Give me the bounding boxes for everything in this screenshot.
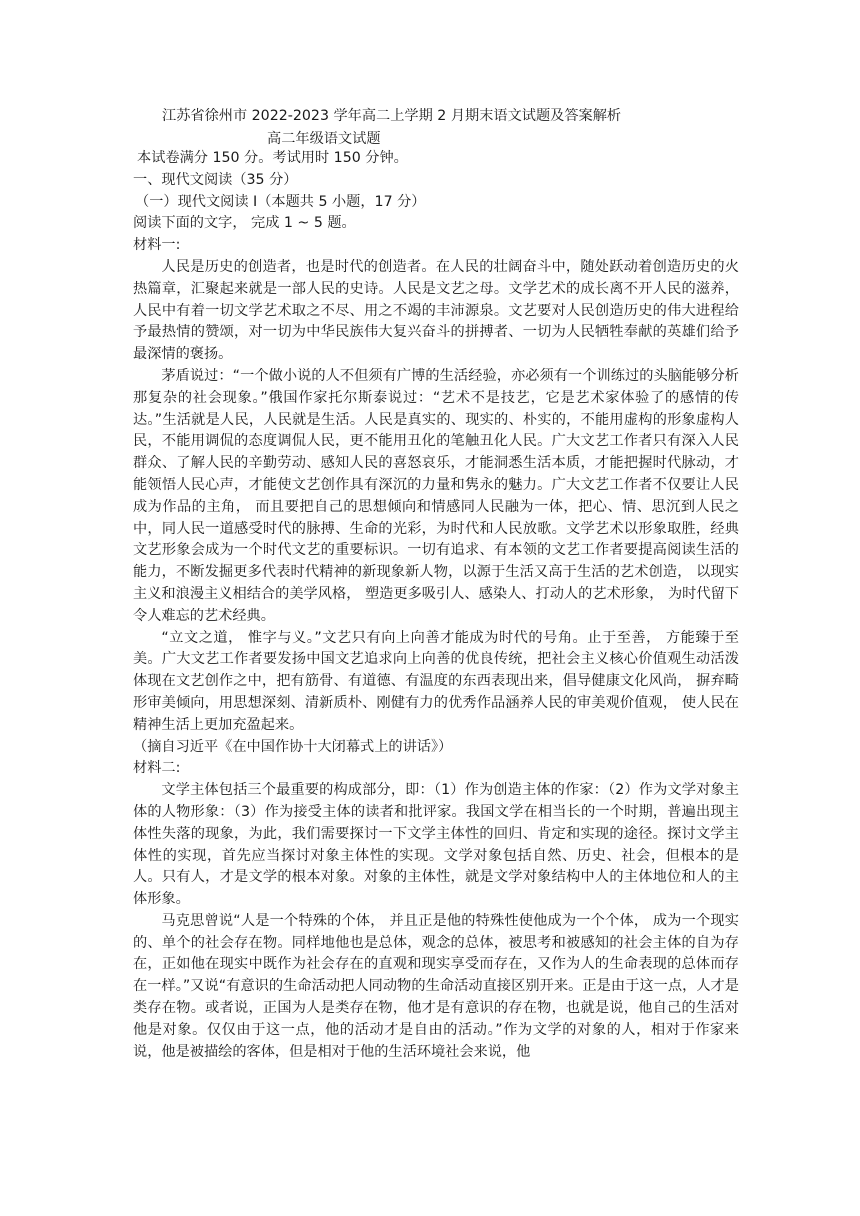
material-2-label: 材料二: <box>133 760 181 777</box>
material-2-paragraph: 文学主体包括三个最重要的构成部分，即：（1）作为创造主体的作家：（2）作为文学对象主体的人物形象：（3）作为接受主体的读者和批评家。我国文学在相当长的一个时期，普遍出现主体性失落的现象，为此，我们需要探讨一下文学主体性的回归、肯定和实现的途径。探讨文学主体性的实现，首先应当探讨对象主体性的实现。文学对象包括自然、历史、社会，但根本的是人。只有人，才是文学的根本对象。对象的主体性，就是文学对象结构中人的主体地位和人的主体形象。 <box>133 782 739 908</box>
subsection-heading: （一）现代文阅读 I（本题共 5 小题，17 分） <box>135 193 426 210</box>
material-1-label: 材料一: <box>133 237 181 254</box>
document-body <box>133 148 739 1063</box>
material-1-paragraph: 人民是历史的创造者，也是时代的创造者。在人民的壮阔奋斗中，随处跃动着创造历史的火热篇章，汇聚起来就是一部人民的史诗。人民是文艺之母。文学艺术的成长离不开人民的滋养，人民中有着一切文学艺术取之不尽、用之不竭的丰沛源泉。文艺要对人民创造历史的伟大进程给予最热情的赞颂，对一切为中华民族伟大复兴奋斗的拼搏者、一切为人民牺牲奉献的英雄们给予最深情的褒扬。 <box>133 258 739 363</box>
material-1-source: （摘自习近平《在中国作协十大闭幕式上的讲话》） <box>133 738 453 755</box>
reading-instruction: 阅读下面的文字， 完成 1 ~ 5 题。 <box>133 215 356 232</box>
exam-info: 本试卷满分 150 分。考试用时 150 分钟。 <box>137 150 408 166</box>
material-1-paragraph: “立文之道， 惟字与义。”文艺只有向上向善才能成为时代的号角。止于至善， 方能臻于至美。广大文艺工作者要发扬中国文艺追求向上向善的优良传统，把社会主义核心价值观生动活泼体现在文艺创作之中，把有筋骨、有道德、有温度的东西表现出来，倡导健康文化风尚， 摒弃畸形审美倾向，用思想深刻、清新质朴、刚健有力的优秀作品涵养人民的审美观价值观， 使人民在精神生活上更加充盈起来。 <box>133 629 739 733</box>
material-1-paragraph: 茅盾说过：“一个做小说的人不但须有广博的生活经验，亦必须有一个训练过的头脑能够分析那复杂的社会现象。”俄国作家托尔斯泰说过：“艺术不是技艺，它是艺术家体验了的感情的传达。”生活就是人民，人民就是生活。人民是真实的、现实的、朴实的，不能用虚构的形象虚构人民，不能用调侃的态度调侃人民，更不能用丑化的笔触丑化人民。广大文艺工作者只有深入人民群众、了解人民的辛勤劳动、感知人民的喜怒哀乐，才能洞悉生活本质，才能把握时代脉动，才能领悟人民心声，才能使文艺创作具有深沉的力量和隽永的魅力。广大文艺工作者不仅要让人民成为作品的主角， 而且要把自己的思想倾向和情感同人民融为一体，把心、情、思沉到人民之中，同人民一道感受时代的脉搏、生命的光彩，为时代和人民放歌。文学艺术以形象取胜，经典文艺形象会成为一个时代文艺的重要标识。一切有追求、有本领的文艺工作者要提高阅读生活的能力，不断发掘更多代表时代精神的新现象新人物，以源于生活又高于生活的艺术创造， 以现实主义和浪漫主义相结合的美学风格， 塑造更多吸引人、感染人、打动人的艺术形象， 为时代留下令人难忘的艺术经典。 <box>133 367 739 624</box>
material-2-paragraph: 马克思曾说“人是一个特殊的个体， 并且正是他的特殊性使他成为一个个体， 成为一个现实的、单个的社会存在物。同样地他也是总体，观念的总体，被思考和被感知的社会主体的自为存在，正如他在现实中既作为社会存在的直观和现实享受而存在，又作为人的生命表现的总体而存在一样。”又说“有意识的生命活动把人同动物的生命活动直接区别开来。正是由于这一点，人才是类存在物。或者说，正国为人是类存在物，他才是有意识的存在物，也就是说，他自己的生活对他是对象。仅仅由于这一点，他的活动才是自由的活动。”作为文学的对象的人，相对于作家来说，他是被描绘的客体，但是相对于他的生活环境社会来说，他 <box>133 912 739 1060</box>
document-subtitle: 高二年级语文试题 <box>267 131 381 147</box>
document-title: 江苏省徐州市 2022-2023 学年高二上学期 2 月期末语文试题及答案解析 <box>162 108 622 124</box>
section-heading: 一、现代文阅读（35 分） <box>133 171 298 188</box>
